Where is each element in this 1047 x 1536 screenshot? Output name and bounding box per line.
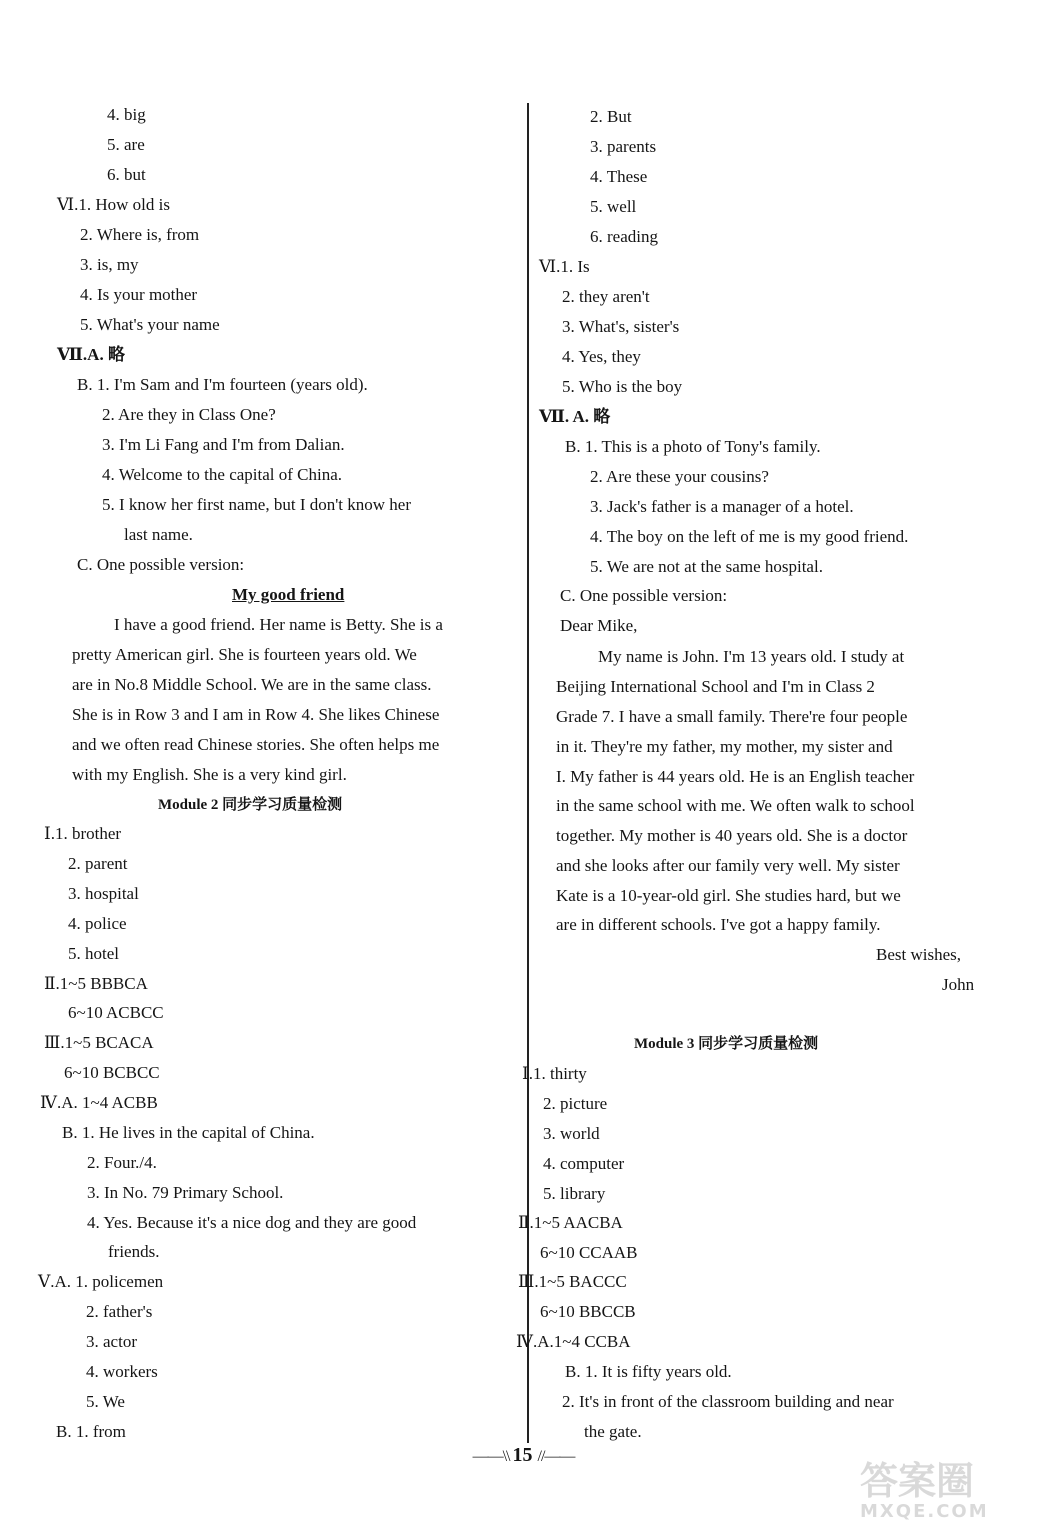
left-column-line: C. One possible version:: [77, 555, 245, 574]
left-column-line: Ⅴ.A. 1. policemen: [38, 1272, 164, 1291]
left-column-line: 4. police: [68, 914, 127, 933]
left-column-line: 2. father's: [86, 1302, 153, 1321]
right-column-line: Ⅱ.1~5 AACBA: [518, 1213, 623, 1232]
left-column-line: 5. What's your name: [80, 315, 220, 334]
right-column-line: B. 1. It is fifty years old.: [565, 1362, 732, 1381]
footer-left-ornament: ——\\: [472, 1448, 513, 1465]
right-column-line: the gate.: [584, 1422, 642, 1441]
left-column-line: 4. Yes. Because it's a nice dog and they are good: [87, 1213, 417, 1232]
right-column-line: 4. Yes, they: [562, 347, 641, 366]
left-column-line: 2. Four./4.: [87, 1153, 157, 1172]
right-column-line: 2. But: [590, 107, 632, 126]
right-column-line: 5. Who is the boy: [562, 377, 683, 396]
left-column-line: 5. I know her first name, but I don't know her: [102, 495, 411, 514]
left-column-line: are in No.8 Middle School. We are in the same class.: [72, 675, 432, 694]
left-column-line: B. 1. I'm Sam and I'm fourteen (years old).: [77, 375, 368, 394]
right-column-line: 6~10 CCAAB: [540, 1243, 638, 1262]
left-column-line: Ⅰ.1. brother: [44, 824, 122, 843]
left-column-line: 2. parent: [68, 854, 128, 873]
right-column-line: 5. library: [543, 1184, 606, 1203]
left-column-line: 6. but: [107, 165, 146, 184]
left-column-line: Module 2 同步学习质量检测: [158, 797, 343, 813]
right-column-line: 5. well: [590, 197, 637, 216]
watermark-top-text: 答案圈: [860, 1459, 975, 1503]
right-column-line: Beijing International School and I'm in Class 2: [556, 677, 875, 696]
right-column-line: 6~10 BBCCB: [540, 1302, 636, 1321]
left-column-line: 5. are: [107, 135, 145, 154]
right-column-line: Ⅰ.1. thirty: [522, 1064, 587, 1083]
right-column-line: Kate is a 10-year-old girl. She studies hard, but we: [556, 886, 901, 905]
left-column-line: Ⅳ.A. 1~4 ACBB: [40, 1093, 158, 1112]
right-column-line: 2. It's in front of the classroom building and near: [562, 1392, 894, 1411]
right-column-line: 6. reading: [590, 227, 658, 246]
left-column-line: B. 1. from: [56, 1422, 126, 1441]
right-column-line: My name is John. I'm 13 years old. I study at: [598, 647, 905, 666]
watermark-logo: [860, 1460, 1040, 1530]
right-column-line: Grade 7. I have a small family. There're four people: [556, 707, 908, 726]
left-column-line: 3. In No. 79 Primary School.: [87, 1183, 284, 1202]
right-column-line: together. My mother is 40 years old. She is a doctor: [556, 826, 908, 845]
left-column-line: B. 1. He lives in the capital of China.: [62, 1123, 315, 1142]
right-column-line: 4. These: [590, 167, 648, 186]
left-column-line: 3. hospital: [68, 884, 139, 903]
left-column-line: friends.: [108, 1242, 160, 1261]
right-column-line: 2. picture: [543, 1094, 608, 1113]
left-column-line: 6~10 ACBCC: [68, 1003, 164, 1022]
right-column-line: John: [942, 975, 975, 994]
left-column-line: My good friend: [232, 585, 345, 604]
left-column-line: 3. actor: [86, 1332, 137, 1351]
left-column-line: with my English. She is a very kind girl.: [72, 765, 347, 784]
left-column-line: 2. Where is, from: [80, 225, 200, 244]
right-column-line: Module 3 同步学习质量检测: [634, 1036, 819, 1052]
right-column-line: 4. The boy on the left of me is my good friend.: [590, 527, 909, 546]
left-column-line: 2. Are they in Class One?: [102, 405, 276, 424]
left-column-line: 4. Welcome to the capital of China.: [102, 465, 343, 484]
left-column-line: 4. Is your mother: [80, 285, 198, 304]
right-column-line: in it. They're my father, my mother, my sister and: [556, 737, 893, 756]
right-column-line: 2. they aren't: [562, 287, 650, 306]
left-column-line: 4. big: [107, 105, 146, 124]
right-column-line: 3. world: [543, 1124, 600, 1143]
right-column-line: are in different schools. I've got a happy family.: [556, 915, 881, 934]
right-column-line: 3. parents: [590, 137, 657, 156]
left-column-line: 3. is, my: [80, 255, 139, 274]
left-column-line: and we often read Chinese stories. She often helps me: [72, 735, 440, 754]
left-column-line: 5. We: [86, 1392, 125, 1411]
right-column-line: Ⅵ.1. Is: [539, 257, 590, 276]
right-column-line: Ⅲ.1~5 BACCC: [518, 1272, 627, 1291]
right-column-line: and she looks after our family very well. My sister: [556, 856, 900, 875]
right-column-line: I. My father is 44 years old. He is an English teacher: [556, 767, 915, 786]
left-column-line: Ⅱ.1~5 BBBCA: [44, 974, 148, 993]
right-column-line: Ⅳ.A.1~4 CCBA: [516, 1332, 631, 1351]
left-column-line: pretty American girl. She is fourteen years old. We: [72, 645, 417, 664]
right-column-line: 3. What's, sister's: [562, 317, 680, 336]
left-column-line: 5. hotel: [68, 944, 119, 963]
left-column-line: She is in Row 3 and I am in Row 4. She likes Chinese: [72, 705, 440, 724]
left-column-line: last name.: [124, 525, 193, 544]
footer-right-ornament: //——: [537, 1448, 575, 1465]
left-column-line: 3. I'm Li Fang and I'm from Dalian.: [102, 435, 345, 454]
right-column-line: Best wishes,: [876, 945, 961, 964]
right-column-line: in the same school with me. We often walk to school: [556, 796, 915, 815]
right-column-line: C. One possible version:: [560, 586, 728, 605]
left-column-line: Ⅶ.A. 略: [57, 345, 125, 364]
right-column-line: 5. We are not at the same hospital.: [590, 557, 823, 576]
watermark-bottom-text: MXQE.COM: [860, 1501, 989, 1522]
left-column-line: 6~10 BCBCC: [64, 1063, 160, 1082]
right-column-line: 2. Are these your cousins?: [590, 467, 769, 486]
right-column-line: B. 1. This is a photo of Tony's family.: [565, 437, 821, 456]
left-column-line: Ⅲ.1~5 BCACA: [44, 1033, 154, 1052]
page-number: 15: [512, 1444, 533, 1466]
left-column-line: Ⅵ.1. How old is: [57, 195, 170, 214]
right-column-line: 3. Jack's father is a manager of a hotel.: [590, 497, 854, 516]
left-column-line: 4. workers: [86, 1362, 158, 1381]
column-divider: [527, 103, 529, 1443]
right-column-line: Dear Mike,: [560, 616, 638, 635]
right-column-line: Ⅶ. A. 略: [539, 407, 611, 426]
right-column-line: 4. computer: [543, 1154, 625, 1173]
left-column-line: I have a good friend. Her name is Betty. She is a: [114, 615, 443, 634]
